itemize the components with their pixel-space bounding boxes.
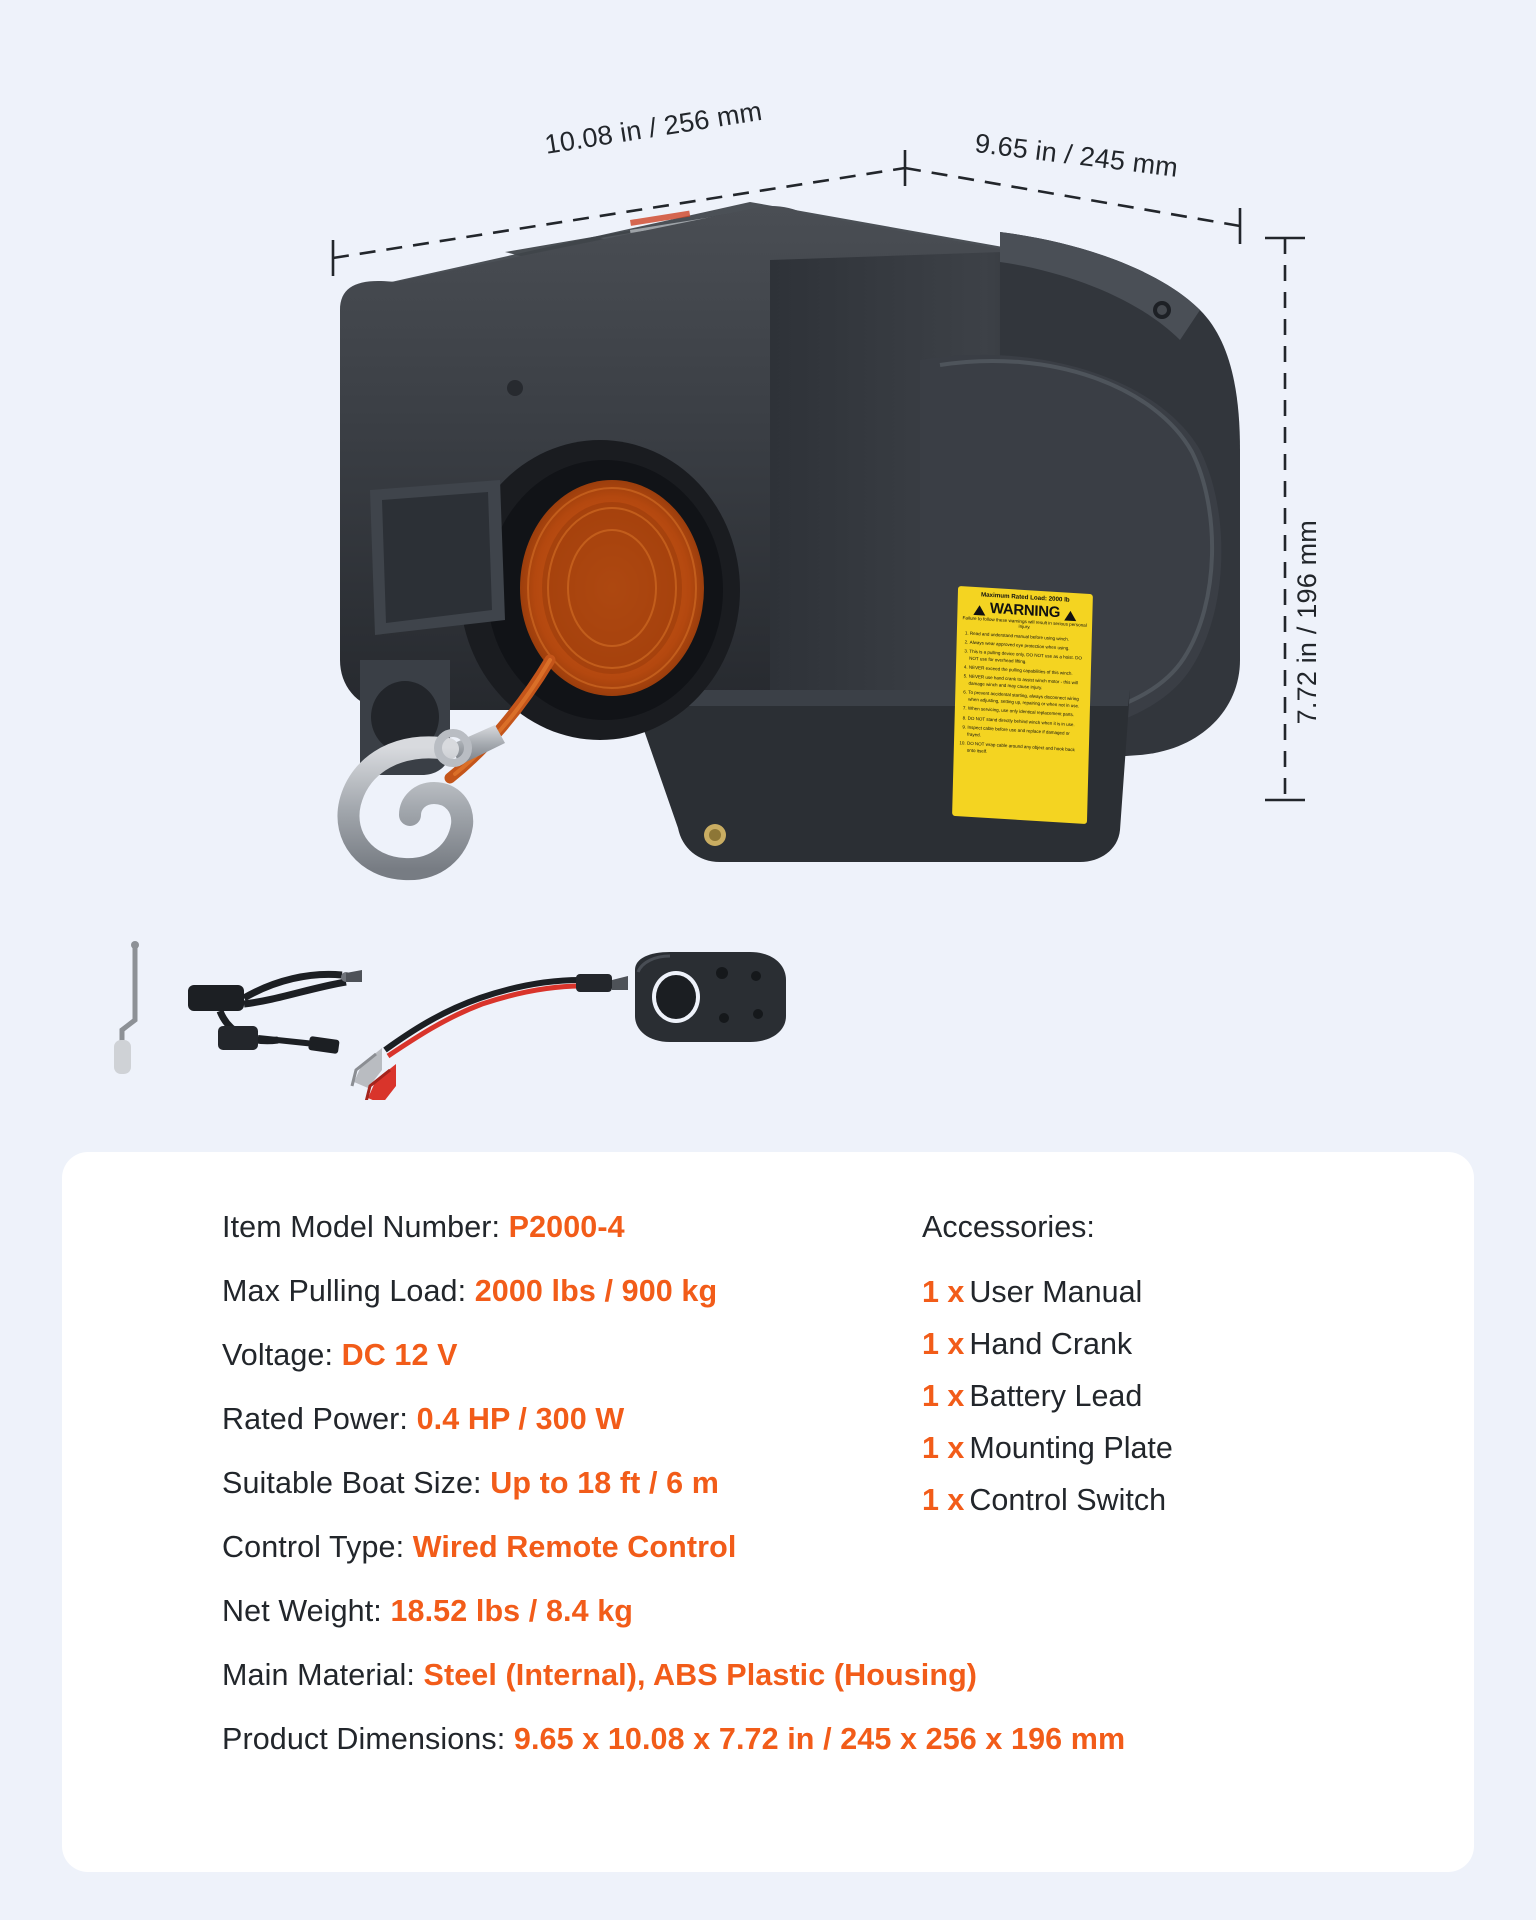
accessory-name: Control Switch	[969, 1483, 1167, 1517]
accessory-name: Hand Crank	[969, 1327, 1133, 1361]
accessories-illustrations	[110, 940, 850, 1100]
winch-illustration	[300, 190, 1290, 890]
warning-item: 7. When servicing, use only identical replacement parts.	[968, 706, 1085, 720]
dimension-height-label: 7.72 in / 196 mm	[1292, 520, 1322, 725]
warning-item: 2. Always wear approved eye protection when using.	[970, 640, 1087, 654]
warning-title: WARNING	[989, 599, 1061, 622]
warning-label	[952, 586, 1093, 824]
spec-label: Item Model Number:	[222, 1210, 509, 1244]
spec-row-net-weight	[222, 1594, 882, 1629]
warning-item: 10. DO NOT wrap cable around any object and hook back onto itself.	[967, 740, 1084, 761]
accessory-qty: 1 x	[922, 1379, 965, 1413]
accessory-qty: 1 x	[922, 1483, 965, 1517]
spec-label: Suitable Boat Size:	[222, 1466, 491, 1500]
spec-value: P2000-4	[508, 1210, 625, 1244]
warning-item: 8. DO NOT stand directly behind winch when it is in use.	[968, 715, 1085, 729]
spec-row-voltage	[222, 1338, 882, 1373]
spec-row-control-type	[222, 1530, 882, 1565]
accessory-qty: 1 x	[922, 1275, 965, 1309]
accessory-name: Battery Lead	[969, 1379, 1143, 1413]
accessories-list	[882, 1210, 1474, 1786]
hand-crank-graphic	[114, 941, 139, 1074]
accessory-qty: 1 x	[922, 1327, 965, 1361]
max-rated-load-text: Maximum Rated Load: 2000 lb	[980, 591, 1070, 604]
spec-row-max-pulling-load	[222, 1274, 882, 1309]
dimension-width-label: 9.65 in / 245 mm	[973, 128, 1180, 183]
spec-label: Product Dimensions:	[222, 1722, 514, 1756]
accessories-title: Accessories:	[922, 1210, 1095, 1244]
accessory-name: Mounting Plate	[969, 1431, 1173, 1465]
spec-row-rated-power	[222, 1402, 882, 1437]
warning-item: 6. To prevent accidental starting, always disconnect wiring when adjusting, setting up, repairing or when not in use.	[968, 690, 1085, 711]
warning-subtitle: Failure to follow these warnings will result in serious personal injury.	[962, 615, 1087, 630]
spec-value: DC 12 V	[341, 1338, 458, 1372]
warning-item: 5. NEVER use hand crank to assist winch motor - this will damage winch and may cause injury.	[968, 674, 1085, 695]
warning-item: 4. NEVER exceed the pulling capabilities of this winch.	[969, 665, 1086, 679]
warning-item: 3. This is a pulling device only, DO NOT use as a hoist. DO NOT use for overhead lifting.	[969, 649, 1086, 670]
remote-control-graphic	[188, 970, 362, 1054]
accessory-name: User Manual	[969, 1275, 1143, 1309]
spec-label: Main Material:	[222, 1658, 424, 1692]
spec-label: Voltage:	[222, 1338, 342, 1372]
specifications-card	[62, 1152, 1474, 1872]
spec-row-product-dimensions	[222, 1722, 1126, 1757]
spec-value: Up to 18 ft / 6 m	[490, 1466, 719, 1500]
spec-row-boat-size	[222, 1466, 882, 1501]
accessory-item-user-manual	[922, 1275, 1474, 1310]
spec-label: Rated Power:	[222, 1402, 417, 1436]
warning-triangle-icon	[974, 604, 986, 615]
spec-value: 0.4 HP / 300 W	[416, 1402, 625, 1436]
spec-value: 18.52 lbs / 8.4 kg	[390, 1594, 634, 1628]
mounting-plate-graphic	[635, 952, 786, 1042]
spec-value: 9.65 x 10.08 x 7.72 in / 245 x 256 x 196 mm	[513, 1722, 1126, 1756]
warning-triangle-icon-2	[1064, 610, 1076, 621]
accessory-item-battery-lead	[922, 1379, 1474, 1414]
spec-row-main-material	[222, 1658, 978, 1693]
spec-row-model	[222, 1210, 882, 1245]
accessory-qty: 1 x	[922, 1431, 965, 1465]
battery-lead-graphic	[352, 974, 628, 1100]
spec-label: Max Pulling Load:	[222, 1274, 475, 1308]
accessory-item-mounting-plate	[922, 1431, 1474, 1466]
dimension-length-label: 10.08 in / 256 mm	[542, 95, 765, 160]
warning-item: 9. Inspect cable before use and replace if damaged or frayed.	[967, 724, 1084, 745]
warning-list	[959, 630, 1087, 761]
spec-label: Net Weight:	[222, 1594, 391, 1628]
spec-label: Control Type:	[222, 1530, 413, 1564]
accessory-item-hand-crank	[922, 1327, 1474, 1362]
spec-value: 2000 lbs / 900 kg	[474, 1274, 718, 1308]
warning-item: 1. Read and understand manual before using winch.	[970, 630, 1087, 644]
spec-value: Steel (Internal), ABS Plastic (Housing)	[423, 1658, 978, 1692]
spec-value: Wired Remote Control	[412, 1530, 737, 1564]
accessory-item-control-switch	[922, 1483, 1474, 1518]
